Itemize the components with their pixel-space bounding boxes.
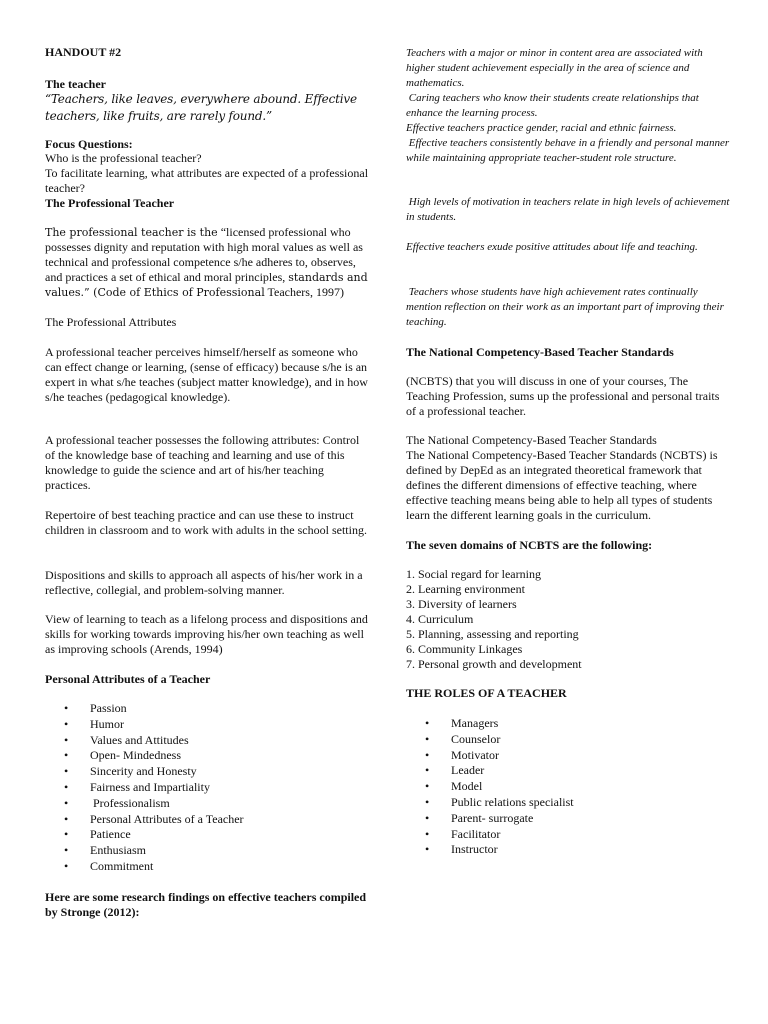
- focus-question-1: Who is the professional teacher?: [45, 151, 202, 165]
- finding-caring-teachers: Caring teachers who know their students create relationships that enhance the learning process.: [406, 92, 702, 119]
- paragraph-repertoire: Repertoire of best teaching practice and can use these to instruct children in classroom and to work with adults in the school setting.: [45, 508, 367, 537]
- list-item: • Personal Attributes of a Teacher: [64, 811, 244, 826]
- paragraph-lifelong: View of learning to teach as a lifelong process and dispositions and skills for working towards improving his/her own teaching as well as improving schools (Arends, 1994): [45, 612, 368, 656]
- ncbts-heading: The National Competency-Based Teacher Standards: [406, 345, 674, 359]
- list-item: 3. Diversity of learners: [406, 597, 517, 611]
- quote-line-1: “Teachers, like leaves, everywhere abound. Effective: [45, 92, 357, 106]
- domains-heading: The seven domains of NCBTS are the following:: [406, 538, 653, 552]
- list-item: • Managers: [425, 716, 499, 730]
- list-item: • Counselor: [425, 731, 501, 746]
- list-item: • Patience: [64, 827, 131, 842]
- finding-fairness: Effective teachers practice gender, racial and ethnic fairness.: [406, 122, 677, 134]
- list-item: 1. Social regard for learning: [406, 567, 541, 581]
- quote-line-2: teachers, like fruits, are rarely found.”: [45, 109, 272, 123]
- list-item: • Commitment: [64, 858, 154, 873]
- focus-questions-heading: Focus Questions:: [45, 137, 133, 151]
- finding-friendly-manner: Effective teachers consistently behave in a friendly and personal manner while maintaining appropriate teacher-student role structure.: [406, 137, 732, 164]
- list-item: 6. Community Linkages: [406, 642, 523, 656]
- list-item: • Fairness and Impartiality: [64, 779, 210, 794]
- list-item: • Passion: [64, 701, 127, 715]
- finding-reflection: Teachers whose students have high achievement rates continually mention reflection on their work as an important part of improving their teaching.: [406, 286, 727, 328]
- finding-content-major: Teachers with a major or minor in content area are associated with higher student achievement especially in the area of science and mathematics.: [406, 47, 703, 89]
- list-item: 5. Planning, assessing and reporting: [406, 627, 579, 641]
- list-item: • Enthusiasm: [64, 843, 146, 858]
- definition-body: “licensed professional who possesses dignity and reputation with high moral values as well as technical and professional competence s/he adheres to, observes, and practices a set of ethical and moral principles,: [45, 225, 363, 284]
- list-item: • Humor: [64, 716, 124, 731]
- teacher-heading: The teacher: [45, 77, 106, 91]
- focus-question-2: To facilitate learning, what attributes are expected of a professional teacher?: [45, 166, 369, 195]
- list-item: 2. Learning environment: [406, 582, 525, 596]
- paragraph-attributes: A professional teacher possesses the following attributes: Control of the knowledge base of teaching and learning and use of this knowledge to guide the science and art of his/her teaching practices.: [45, 433, 360, 492]
- definition-lead: The professional teacher is the: [45, 226, 218, 239]
- handout-title: HANDOUT #2: [45, 45, 122, 59]
- list-item: • Motivator: [425, 747, 499, 762]
- list-item: • Facilitator: [425, 826, 501, 841]
- roles-list: [406, 716, 731, 858]
- finding-positive-attitudes: Effective teachers exude positive attitudes about life and teaching.: [406, 241, 698, 253]
- definition-standards: standards and values.” (Code of Ethics of Professional: [45, 271, 368, 299]
- list-item: • Public relations specialist: [425, 794, 574, 809]
- list-item: 4. Curriculum: [406, 612, 474, 626]
- professional-teacher-definition: [45, 225, 370, 300]
- research-findings-heading: Here are some research findings on effective teachers compiled by Stronge (2012):: [45, 890, 367, 919]
- personal-attributes-list: [45, 701, 370, 875]
- list-item: • Sincerity and Honesty: [64, 764, 197, 779]
- personal-attributes-heading: Personal Attributes of a Teacher: [45, 672, 211, 686]
- list-item: • Values and Attitudes: [64, 732, 189, 747]
- professional-attributes-label: The Professional Attributes: [45, 315, 177, 329]
- list-item: 7. Personal growth and development: [406, 657, 582, 671]
- paragraph-dispositions: Dispositions and skills to approach all aspects of his/her work in a reflective, collegial, and problem-solving manner.: [45, 568, 363, 597]
- list-item: • Parent- surrogate: [425, 810, 534, 825]
- roles-heading: THE ROLES OF A TEACHER: [406, 686, 567, 700]
- list-item: • Professionalism: [64, 795, 170, 810]
- list-item: • Instructor: [425, 842, 498, 857]
- ncbts-title-line: The National Competency-Based Teacher Standards: [406, 433, 657, 447]
- paragraph-efficacy: A professional teacher perceives himself/herself as someone who can effect change or learning, (sense of efficacy) because s/he is an expert in what s/he teaches (subject matter knowledge), and in how s/he teaches (pedagogical knowledge).: [45, 345, 368, 404]
- professional-teacher-heading: The Professional Teacher: [45, 196, 175, 210]
- ncbts-intro: (NCBTS) that you will discuss in one of your courses, The Teaching Profession, sums up the professional and personal traits of a professional teacher.: [406, 374, 720, 418]
- domains-list: [406, 567, 731, 672]
- definition-citation: Teachers, 1997): [264, 285, 344, 299]
- list-item: • Model: [425, 779, 483, 794]
- list-item: • Open- Mindedness: [64, 748, 181, 763]
- list-item: • Leader: [425, 763, 485, 778]
- ncbts-definition: The National Competency-Based Teacher Standards (NCBTS) is defined by DepEd as an integrated theoretical framework that defines the different dimensions of effective teaching, where effective teaching means being able to help all types of students learn the different learning goals in the curriculum.: [406, 448, 718, 522]
- finding-motivation: High levels of motivation in teachers relate in high levels of achievement in students.: [406, 196, 733, 223]
